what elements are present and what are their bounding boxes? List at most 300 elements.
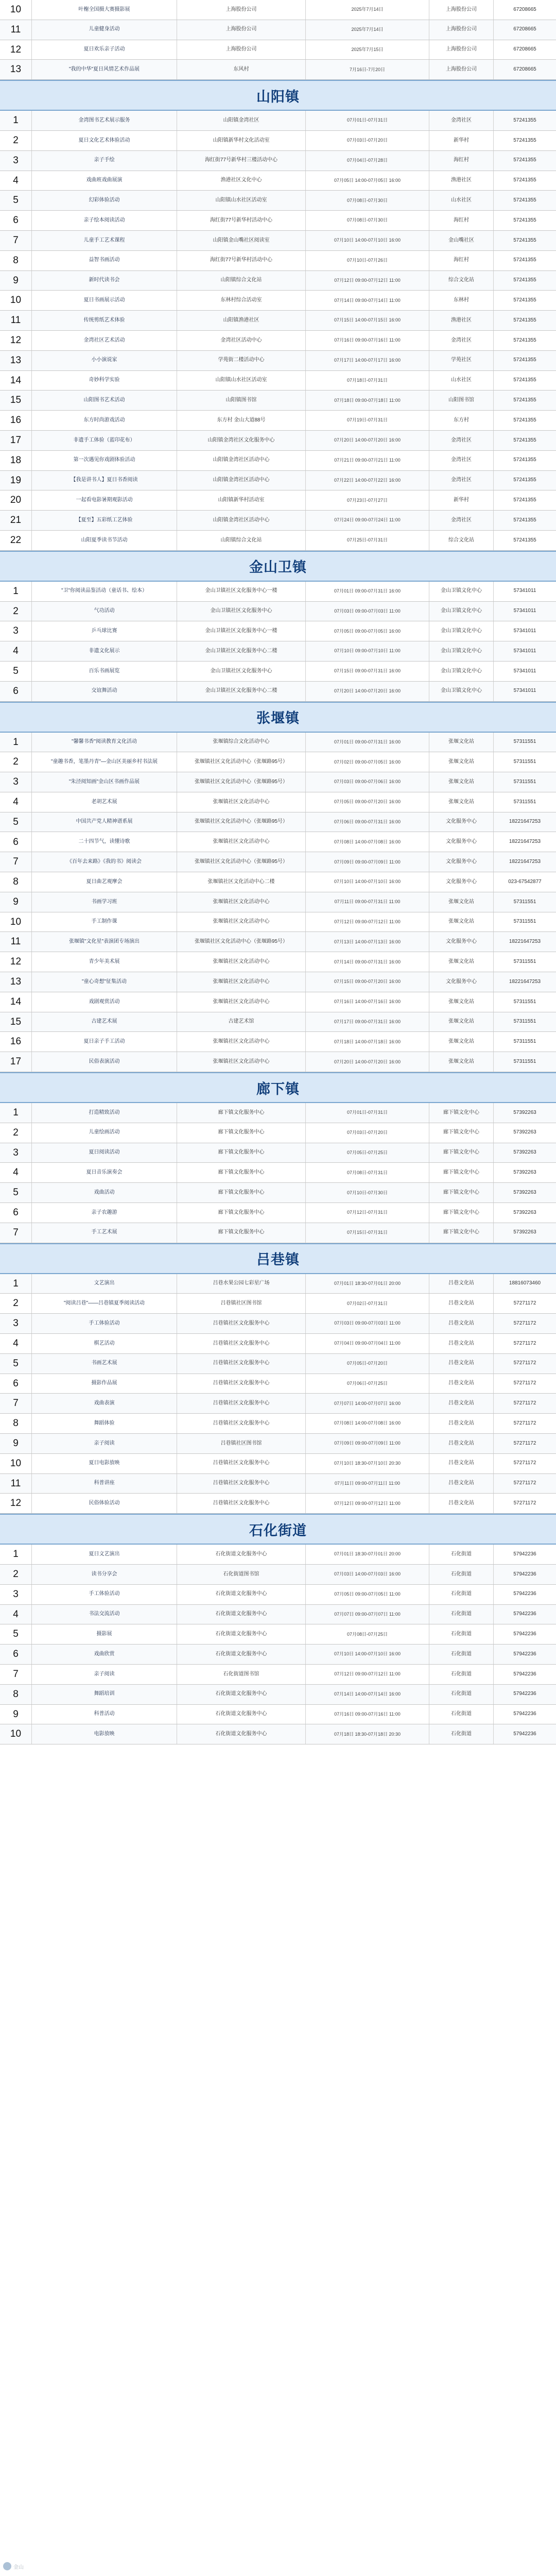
contact-phone: 57311551 (513, 958, 536, 964)
table-row (0, 972, 556, 992)
event-name: 夏日文艺演出 (32, 1545, 177, 1564)
event-time: 07月17日 09:00-07月31日 16:00 (306, 1012, 429, 1032)
table-row (0, 1414, 556, 1434)
table-row (0, 1123, 556, 1143)
contact-phone: 57241355 (513, 257, 536, 263)
row-number: 6 (0, 1645, 32, 1664)
contact-phone: 57311551 (513, 1019, 536, 1025)
event-organizer: 吕巷文化站 (429, 1274, 494, 1294)
event-organizer: 文化服务中心 (429, 832, 494, 852)
row-number: 3 (0, 772, 32, 792)
event-time: 07月04日 09:00-07月04日 11:00 (306, 1334, 429, 1353)
event-organizer: 山阳图书馆 (429, 391, 494, 410)
contact-phone: 57241355 (513, 137, 536, 143)
event-organizer: 廊下镇文化中心 (429, 1223, 494, 1243)
table-row (0, 1645, 556, 1665)
table-row (0, 351, 556, 371)
table-row (0, 1143, 556, 1163)
event-address: 吕巷镇社区文化服务中心 (177, 1314, 306, 1333)
event-time: 07月05日 09:00-07月05日 16:00 (306, 621, 429, 641)
event-address: 海红街77号新华村活动中心 (177, 211, 306, 230)
table-row (0, 872, 556, 892)
row-number: 6 (0, 682, 32, 701)
table-row (0, 1454, 556, 1474)
row-number: 5 (0, 1624, 32, 1644)
table-row (0, 511, 556, 531)
row-number: 13 (0, 972, 32, 992)
row-number: 11 (0, 20, 32, 40)
event-time: 07月18日 18:30-07月18日 20:30 (306, 1724, 429, 1744)
event-organizer: 吕巷文化站 (429, 1394, 494, 1413)
table-row (0, 1394, 556, 1414)
contact-phone: 57942236 (513, 1671, 536, 1677)
row-number: 9 (0, 271, 32, 291)
event-name: 夏日阅读活动 (32, 1143, 177, 1163)
contact-phone: 57942236 (513, 1731, 536, 1737)
contact-phone: 57341011 (513, 668, 536, 674)
event-address: 张堰镇社区文化活动中心（张堰路95号） (177, 812, 306, 832)
event-address: 上海股份公司 (177, 40, 306, 60)
event-time: 07月03日 14:00-07月03日 16:00 (306, 1565, 429, 1584)
event-organizer: 金山嘴社区 (429, 231, 494, 250)
event-name: "童心奇想"征集活动 (32, 972, 177, 992)
contact-phone: 67208665 (513, 66, 536, 73)
contact-phone: 57271172 (513, 1500, 536, 1506)
event-name: "我的中华"夏日风情艺术作品展 (32, 60, 177, 79)
event-organizer: 金湾社区 (429, 431, 494, 450)
event-organizer: 金山卫镇文化中心 (429, 621, 494, 641)
event-name: 《百年去来路》《我的书》阅读会 (32, 852, 177, 872)
event-time: 07月02日-07月31日 (306, 1294, 429, 1313)
event-organizer: 金湾社区 (429, 471, 494, 490)
event-address: 张堰镇社区文化活动中心 (177, 952, 306, 972)
contact-phone: 57271172 (513, 1480, 536, 1486)
event-address: 廊下镇文化服务中心 (177, 1183, 306, 1202)
contact-phone: 18221647253 (509, 978, 541, 985)
event-time: 07月23日-07月27日 (306, 490, 429, 510)
table-row (0, 952, 556, 972)
row-number: 6 (0, 1374, 32, 1394)
contact-phone: 57241355 (513, 337, 536, 343)
row-number: 5 (0, 1354, 32, 1374)
contact-phone: 57392263 (513, 1149, 536, 1156)
event-address: 吕巷镇社区文化服务中心 (177, 1454, 306, 1473)
row-number: 2 (0, 1565, 32, 1584)
table-row (0, 1494, 556, 1514)
event-time: 2025年7月15日 (306, 40, 429, 60)
event-organizer: 张堰文化站 (429, 1052, 494, 1072)
event-time: 7月16日-7月20日 (306, 60, 429, 79)
contact-phone: 57271172 (513, 1340, 536, 1346)
table-row (0, 1724, 556, 1744)
event-time: 07月14日 09:00-07月31日 16:00 (306, 952, 429, 972)
contact-phone: 57311551 (513, 1058, 536, 1064)
event-organizer: 吕巷文化站 (429, 1454, 494, 1473)
table-row (0, 531, 556, 551)
event-address: 金山卫镇社区文化服务中心二楼 (177, 682, 306, 701)
table-row (0, 111, 556, 131)
event-address: 张堰镇社区文化活动中心 (177, 892, 306, 912)
row-number: 13 (0, 351, 32, 370)
event-name: 戏曲表演 (32, 1394, 177, 1413)
section-title: 金山卫镇 (249, 560, 307, 575)
event-time: 07月08日-07月30日 (306, 211, 429, 230)
event-time: 07月10日 14:00-07月10日 16:00 (306, 872, 429, 892)
row-number: 19 (0, 471, 32, 490)
table-row (0, 641, 556, 662)
event-organizer: 石化街道 (429, 1724, 494, 1744)
contact-phone: 57241355 (513, 537, 536, 543)
event-address: 金山卫镇社区文化服务中心二楼 (177, 641, 306, 661)
event-organizer: 山水社区 (429, 371, 494, 391)
event-address: 上海股份公司 (177, 20, 306, 40)
contact-phone: 57392263 (513, 1170, 536, 1176)
row-number: 1 (0, 1103, 32, 1123)
event-address: 张堰镇社区文化活动中心（张堰路95号） (177, 752, 306, 772)
table-row (0, 733, 556, 753)
event-address: 张堰镇社区文化活动中心二楼 (177, 872, 306, 892)
row-number: 2 (0, 752, 32, 772)
event-name: 老胡艺术展 (32, 792, 177, 812)
row-number: 6 (0, 211, 32, 230)
event-address: 廊下镇文化服务中心 (177, 1223, 306, 1243)
contact-phone: 57271172 (513, 1460, 536, 1466)
table-row (0, 1474, 556, 1494)
event-name: 中国共产党人精神谱系展 (32, 812, 177, 832)
event-organizer: 廊下镇文化中心 (429, 1183, 494, 1202)
section-title: 廊下镇 (256, 1081, 300, 1097)
event-organizer: 金山卫镇文化中心 (429, 641, 494, 661)
event-organizer: 张堰文化站 (429, 1012, 494, 1032)
contact-phone: 57241355 (513, 477, 536, 483)
event-name: 摄影作品展 (32, 1374, 177, 1394)
contact-phone: 57392263 (513, 1129, 536, 1136)
table-row (0, 602, 556, 622)
event-name: 亲子手绘 (32, 151, 177, 171)
event-name: "童趣书香，笔墨丹青"—金山区美丽乡村书法展 (32, 752, 177, 772)
contact-phone: 57241355 (513, 357, 536, 363)
event-organizer: 金湾社区 (429, 331, 494, 350)
contact-phone: 57271172 (513, 1380, 536, 1386)
event-address: 山阳镇山水社区活动室 (177, 371, 306, 391)
table-row (0, 1223, 556, 1243)
event-address: 山阳镇金山嘴社区阅读室 (177, 231, 306, 250)
table-row (0, 812, 556, 833)
event-name: 儿童绘画活动 (32, 1123, 177, 1143)
event-organizer: 金湾社区 (429, 511, 494, 530)
event-organizer: 张堰文化站 (429, 892, 494, 912)
event-address: 学苑街二楼活动中心 (177, 351, 306, 370)
event-time: 07月20日 14:00-07月20日 16:00 (306, 1052, 429, 1072)
row-number: 22 (0, 531, 32, 550)
table-row (0, 1545, 556, 1565)
event-time: 07月12日 09:00-07月12日 11:00 (306, 271, 429, 291)
event-organizer: 渔港社区 (429, 171, 494, 191)
event-address: 山阳镇山水社区活动室 (177, 191, 306, 210)
section-header (0, 1072, 556, 1103)
row-number: 9 (0, 892, 32, 912)
table-row (0, 1354, 556, 1374)
event-time: 07月12日 09:00-07月12日 11:00 (306, 1494, 429, 1513)
contact-phone: 57942236 (513, 1591, 536, 1597)
row-number: 8 (0, 251, 32, 270)
row-number: 5 (0, 662, 32, 681)
event-name: 亲子阅读 (32, 1434, 177, 1453)
event-time: 07月21日 09:00-07月21日 11:00 (306, 451, 429, 470)
event-name: 科普活动 (32, 1705, 177, 1724)
event-address: 张堰镇社区文化活动中心 (177, 792, 306, 812)
event-name: 手工制作课 (32, 912, 177, 932)
event-name: "朱泾阅知画"金山区书画作品展 (32, 772, 177, 792)
event-time: 07月16日 09:00-07月16日 11:00 (306, 1705, 429, 1724)
row-number: 3 (0, 1143, 32, 1163)
event-time: 07月03日 09:00-07月03日 11:00 (306, 602, 429, 621)
event-address: 石化街道文化服务中心 (177, 1624, 306, 1644)
row-number: 6 (0, 832, 32, 852)
contact-phone: 57942236 (513, 1691, 536, 1697)
event-time: 07月07日 14:00-07月07日 16:00 (306, 1394, 429, 1413)
table-row (0, 471, 556, 491)
event-name: 幻彩体验活动 (32, 191, 177, 210)
event-name: 打造精致活动 (32, 1103, 177, 1123)
event-name: 【夏至】五彩纸工艺体验 (32, 511, 177, 530)
table-row (0, 131, 556, 151)
event-address: 石化街道文化服务中心 (177, 1645, 306, 1664)
contact-phone: 57271172 (513, 1420, 536, 1426)
contact-phone: 57241355 (513, 437, 536, 443)
event-time: 07月09日 09:00-07月09日 11:00 (306, 852, 429, 872)
event-address: 张堰镇社区文化活动中心（张堰路95号） (177, 852, 306, 872)
contact-phone: 57241355 (513, 197, 536, 204)
event-time: 07月03日-07月20日 (306, 131, 429, 150)
event-time: 07月10日 14:00-07月10日 16:00 (306, 1645, 429, 1664)
event-organizer: 石化街道 (429, 1665, 494, 1684)
contact-phone: 57341011 (513, 648, 536, 654)
event-time: 07月08日-07月30日 (306, 191, 429, 210)
row-number: 4 (0, 1605, 32, 1624)
event-address: 石化街道文化服务中心 (177, 1585, 306, 1604)
table-row (0, 992, 556, 1012)
event-organizer: 石化街道 (429, 1705, 494, 1724)
contact-phone: 57271172 (513, 1320, 536, 1326)
event-address: 张堰镇社区文化活动中心（张堰路95号） (177, 772, 306, 792)
contact-phone: 18221647253 (509, 858, 541, 865)
event-time: 07月05日 09:00-07月05日 11:00 (306, 1585, 429, 1604)
event-address: 吕巷镇社区文化服务中心 (177, 1354, 306, 1374)
event-time: 07月06日 09:00-07月31日 16:00 (306, 812, 429, 832)
row-number: 6 (0, 1203, 32, 1223)
event-time: 07月15日 09:00-07月20日 16:00 (306, 972, 429, 992)
event-organizer: 石化街道 (429, 1624, 494, 1644)
event-name: 益智书画活动 (32, 251, 177, 270)
event-organizer: 上海股份公司 (429, 0, 494, 20)
event-name: 奇妙科学实验 (32, 371, 177, 391)
row-number: 12 (0, 331, 32, 350)
row-number: 5 (0, 1183, 32, 1202)
row-number: 1 (0, 1274, 32, 1294)
watermark-logo (3, 2561, 43, 2572)
event-time: 07月10日 18:30-07月10日 20:30 (306, 1454, 429, 1473)
table-row (0, 40, 556, 60)
event-time: 07月04日-07月28日 (306, 151, 429, 171)
event-organizer: 学苑社区 (429, 351, 494, 370)
contact-phone: 57942236 (513, 1571, 536, 1577)
event-time: 07月01日-07月31日 (306, 1103, 429, 1123)
contact-phone: 57241355 (513, 497, 536, 503)
event-organizer: 吕巷文化站 (429, 1354, 494, 1374)
contact-phone: 023-67542877 (508, 878, 542, 885)
event-time: 07月12日 09:00-07月12日 11:00 (306, 912, 429, 932)
table-row (0, 451, 556, 471)
event-time: 07月11日 09:00-07月11日 11:00 (306, 1474, 429, 1494)
event-time: 07月08日-07月31日 (306, 1163, 429, 1182)
event-address: 张堰镇社区文化活动中心 (177, 1052, 306, 1072)
event-name: 二十四节气，读懂诗歌 (32, 832, 177, 852)
event-time: 07月03日 09:00-07月03日 11:00 (306, 1314, 429, 1333)
contact-phone: 57341011 (513, 688, 536, 694)
table-row (0, 171, 556, 191)
event-organizer: 张堰文化站 (429, 772, 494, 792)
event-name: 夏日电影放映 (32, 1454, 177, 1473)
table-row (0, 1624, 556, 1645)
event-name: 戏曲活动 (32, 1183, 177, 1202)
event-organizer: 新华村 (429, 490, 494, 510)
event-time: 07月14日 14:00-07月14日 16:00 (306, 1685, 429, 1704)
event-organizer: 渔港社区 (429, 311, 494, 330)
event-organizer: 海红村 (429, 151, 494, 171)
contact-phone: 57271172 (513, 1360, 536, 1366)
event-time: 07月25日-07月31日 (306, 531, 429, 550)
event-address: 山阳镇金湾社区 (177, 111, 306, 130)
contact-phone: 57241355 (513, 417, 536, 423)
event-name: 亲子农趣游 (32, 1203, 177, 1223)
event-time: 07月18日 09:00-07月18日 11:00 (306, 391, 429, 410)
row-number: 10 (0, 912, 32, 932)
event-name: 百乐书画展览 (32, 662, 177, 681)
event-organizer: 廊下镇文化中心 (429, 1143, 494, 1163)
event-time: 07月18日-07月31日 (306, 371, 429, 391)
event-address: 石化街道文化服务中心 (177, 1724, 306, 1744)
event-name: 山阳夏季读书节活动 (32, 531, 177, 550)
event-organizer: 张堰文化站 (429, 1032, 494, 1052)
event-name: 夏日曲艺观摩会 (32, 872, 177, 892)
event-time: 07月08日 14:00-07月08日 16:00 (306, 832, 429, 852)
event-organizer: 廊下镇文化中心 (429, 1103, 494, 1123)
event-organizer: 综合文化站 (429, 531, 494, 550)
table-row (0, 1434, 556, 1454)
table-row (0, 60, 556, 80)
event-name: 传统剪纸艺术体验 (32, 311, 177, 330)
event-name: 交谊舞活动 (32, 682, 177, 701)
contact-phone: 57311551 (513, 799, 536, 805)
row-number: 1 (0, 582, 32, 601)
event-organizer: 吕巷文化站 (429, 1294, 494, 1313)
event-name: 小小演说家 (32, 351, 177, 370)
event-organizer: 石化街道 (429, 1565, 494, 1584)
event-address: 张堰镇综合文化活动中心 (177, 733, 306, 752)
event-time: 07月12日 09:00-07月12日 11:00 (306, 1665, 429, 1684)
event-address: 古建艺术馆 (177, 1012, 306, 1032)
contact-phone: 57271172 (513, 1440, 536, 1446)
table-row (0, 752, 556, 772)
table-row (0, 892, 556, 912)
event-time: 07月20日 14:00-07月20日 16:00 (306, 431, 429, 450)
event-time: 07月02日 09:00-07月05日 16:00 (306, 752, 429, 772)
event-organizer: 金湾社区 (429, 451, 494, 470)
event-name: 手工体验活动 (32, 1585, 177, 1604)
event-organizer: 吕巷文化站 (429, 1474, 494, 1494)
event-address: 廊下镇文化服务中心 (177, 1103, 306, 1123)
event-name: 非遗文化展示 (32, 641, 177, 661)
event-time: 07月16日 14:00-07月16日 16:00 (306, 992, 429, 1012)
row-number: 1 (0, 733, 32, 752)
event-name: 一起看电影暑期观影活动 (32, 490, 177, 510)
event-name: 民俗体验活动 (32, 1494, 177, 1513)
table-row (0, 311, 556, 331)
event-time: 07月10日-07月30日 (306, 1183, 429, 1202)
section-header (0, 702, 556, 733)
contact-phone: 57271172 (513, 1300, 536, 1307)
row-number: 7 (0, 1223, 32, 1243)
event-name: 科普讲座 (32, 1474, 177, 1494)
event-address: 金山卫镇社区文化服务中心 (177, 662, 306, 681)
event-address: 张堰镇社区文化活动中心 (177, 832, 306, 852)
event-address: 山阳镇新华村文化活动室 (177, 131, 306, 150)
contact-phone: 57942236 (513, 1611, 536, 1617)
contact-phone: 57241355 (513, 297, 536, 303)
event-name: 张堰镇"文化星"表演团专场演出 (32, 932, 177, 952)
event-time: 2025年7月14日 (306, 20, 429, 40)
event-time: 07月10日-07月26日 (306, 251, 429, 270)
table-row (0, 1585, 556, 1605)
row-number: 12 (0, 40, 32, 60)
event-time: 07月20日 14:00-07月20日 16:00 (306, 682, 429, 701)
row-number: 3 (0, 621, 32, 641)
row-number: 14 (0, 371, 32, 391)
event-address: 吕巷镇社区文化服务中心 (177, 1394, 306, 1413)
table-row (0, 1052, 556, 1072)
event-address: 石化街道图书馆 (177, 1665, 306, 1684)
event-name: 夏日文化艺术体验活动 (32, 131, 177, 150)
section-header (0, 551, 556, 582)
row-number: 4 (0, 171, 32, 191)
table-row (0, 0, 556, 20)
row-number: 10 (0, 0, 32, 20)
table-row (0, 331, 556, 351)
contact-phone: 18816073460 (509, 1280, 541, 1286)
contact-phone: 67208665 (513, 46, 536, 53)
event-time: 07月13日 14:00-07月13日 16:00 (306, 932, 429, 952)
event-time: 07月08日 14:00-07月08日 16:00 (306, 1414, 429, 1433)
event-address: 山阳镇综合文化站 (177, 531, 306, 550)
contact-phone: 67208665 (513, 26, 536, 32)
event-name: 非遗手工体验（蓝印花布） (32, 431, 177, 450)
event-name: 亲子阅读 (32, 1665, 177, 1684)
event-organizer: 东林村 (429, 291, 494, 310)
event-address: 金山卫镇社区文化服务中心一楼 (177, 621, 306, 641)
contact-phone: 57311551 (513, 739, 536, 745)
section-title: 吕巷镇 (256, 1252, 300, 1268)
event-organizer: 张堰文化站 (429, 733, 494, 752)
event-name: 青少年美术展 (32, 952, 177, 972)
table-row (0, 1685, 556, 1705)
table-row (0, 1605, 556, 1625)
table-row (0, 1565, 556, 1585)
event-time: 07月03日-07月20日 (306, 1123, 429, 1143)
event-address: 东风村 (177, 60, 306, 79)
event-organizer: 金湾社区 (429, 111, 494, 130)
event-name: "阅读吕巷"——吕巷镇夏季阅读活动 (32, 1294, 177, 1313)
